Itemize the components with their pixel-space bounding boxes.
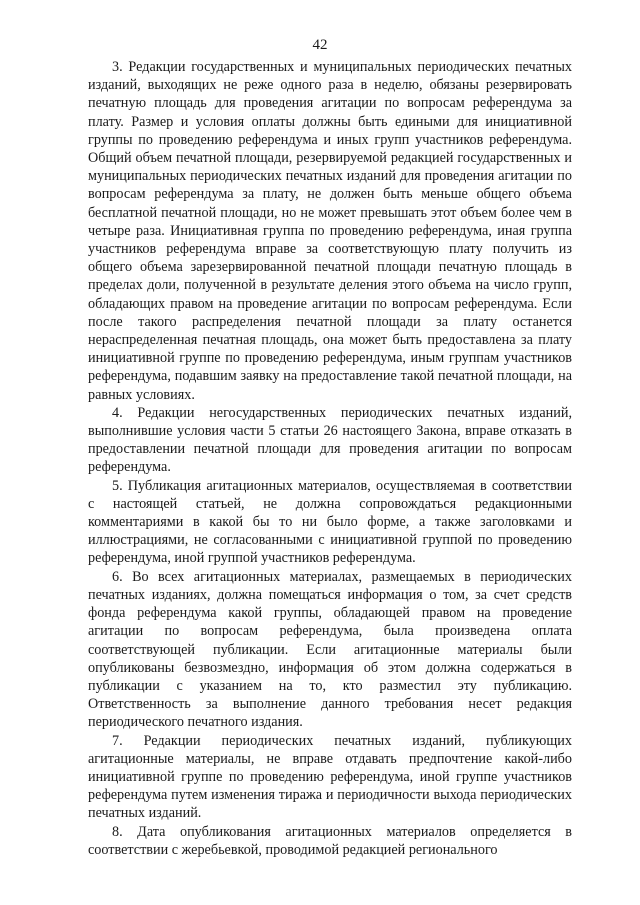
paragraph-6: 6. Во всех агитационных материалах, размещаемых в периодических печатных изданиях, должна помещаться информация о том, за счет средств фонда референдума какой группы, обладающей правом на проведение агитации по вопросам референдума, была произведена оплата соответствующей публикации. Если агитационные материалы были опубликованы безвозмездно, информация об этом должна содержаться в публикации с указанием на то, кто разместил эту публикацию. Ответственность за выполнение данного требования несет редакция периодического печатного издания. [88,568,572,731]
paragraph-4: 4. Редакции негосударственных периодических печатных изданий, выполнившие условия части 5 статьи 26 настоящего Закона, вправе отказать в предоставлении печатной площади для проведения агитации по вопросам референдума. [88,404,572,476]
paragraph-3: 3. Редакции государственных и муниципальных периодических печатных изданий, выходящих не реже одного раза в неделю, обязаны резервировать печатную площадь для проведения агитации по вопросам референдума за плату. Размер и условия оплаты должны быть едиными для инициативной группы по проведению референдума и иных групп участников референдума. Общий объем печатной площади, резервируемой редакцией государственных и муниципальных периодических печатных изданий для проведения агитации по вопросам референдума за плату, не должен быть меньше общего объема бесплатной печатной площади, но не может превышать этот объем более чем в четыре раза. Инициативная группа по проведению референдума, иная группа участников референдума вправе за соответствующую плату получить из общего объема зарезервированной печатной площади печатную площадь в пределах доли, полученной в результате деления этого объема на число групп, обладающих правом на проведение агитации по вопросам референдума. Если после такого распределения печатной площади за плату останется нераспределенная печатная площадь, она может быть предоставлена за плату инициативной группе по проведению референдума, иным группам участников референдума, подавшим заявку на предоставление такой печатной площади, на равных условиях. [88,59,572,403]
paragraph-8: 8. Дата опубликования агитационных материалов определяется в соответствии с жеребьевкой, проводимой редакцией регионального [88,823,572,858]
page-number: 42 [312,37,328,53]
body-text [88,58,572,859]
paragraph-5: 5. Публикация агитационных материалов, осуществляемая в соответствии с настоящей статьей, не должна сопровождаться редакционными комментариями в какой бы то ни было форме, а также заголовками и иллюстрациями, не согласованными с инициативной группой по проведению референдума, иной группой участников референдума. [88,477,572,567]
paragraph-7: 7. Редакции периодических печатных изданий, публикующих агитационные материалы, не вправе отдавать предпочтение какой-либо инициативной группе по проведению референдума, иной группе участников референдума путем изменения тиража и периодичности выхода периодических печатных изданий. [88,732,572,822]
